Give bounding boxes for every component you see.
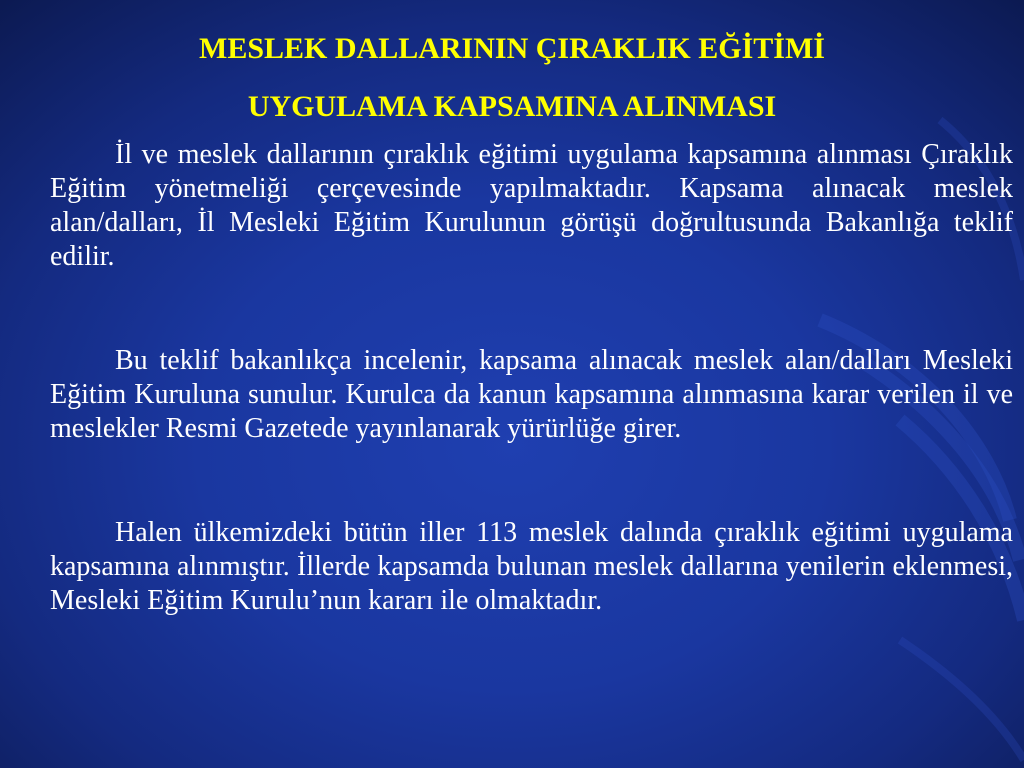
slide-body	[50, 138, 1013, 618]
slide-title	[0, 20, 1024, 136]
paragraph-3: Halen ülkemizdeki bütün iller 113 meslek dalında çıraklık eğitimi uygulama kapsamına alınmıştır. İllerde kapsamda bulunan meslek dallarına yenilerin eklenmesi, Mesleki Eğitim Kurulu’nun kararı ile olmaktadır.	[50, 517, 1013, 616]
title-line-1: MESLEK DALLARININ ÇIRAKLIK EĞİTİMİ	[199, 32, 825, 65]
paragraph-1: İl ve meslek dallarının çıraklık eğitimi uygulama kapsamına alınması Çıraklık Eğitim yönetmeliği çerçevesinde yapılmaktadır. Kapsama alınacak meslek alan/dalları, İl Mesleki Eğitim Kurulunun görüşü doğrultusunda Bakanlığa teklif edilir.	[50, 139, 1013, 272]
title-line-2: UYGULAMA KAPSAMINA ALINMASI	[247, 90, 777, 123]
paragraph-2: Bu teklif bakanlıkça incelenir, kapsama alınacak meslek alan/dalları Mesleki Eğitim Kuruluna sunulur. Kurulca da kanun kapsamına alınmasına karar verilen il ve meslekler Resmi Gazetede yayınlanarak yürürlüğe girer.	[50, 345, 1013, 444]
